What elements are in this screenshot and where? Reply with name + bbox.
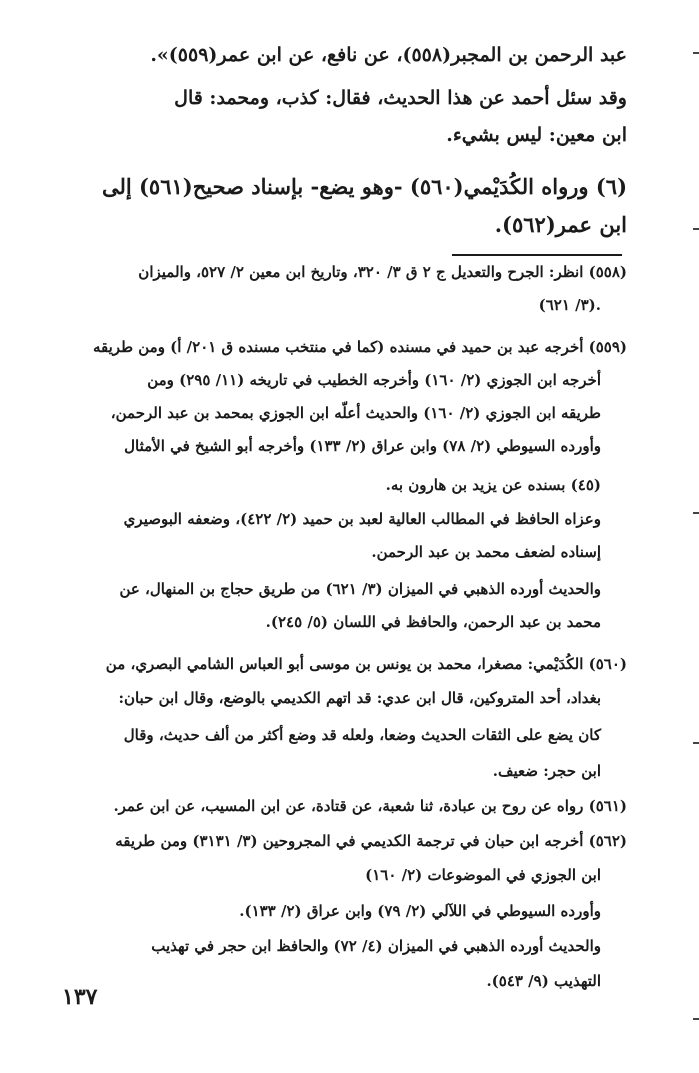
footnote-560-line-2: بغداد، أحد المتروكين، قال ابن عدي: قد اتهم الكديمي بالوضع، وقال ابن حبان: — [118, 689, 601, 707]
footnote-559-line-2: أخرجه ابن الجوزي (٢/ ١٦٠) وأخرجه الخطيب في تاريخه (١١/ ٢٩٥) ومن — [147, 371, 601, 389]
footnote-562-line-2: ابن الجوزي في الموضوعات (٢/ ١٦٠) — [365, 866, 601, 884]
footnote-560-line-4: ابن حجر: ضعيف. — [492, 762, 601, 780]
footnote-559-line-8: والحديث أورده الذهبي في الميزان (٣/ ٦٢١) من طريق حجاج بن المنهال، عن — [119, 580, 601, 598]
footnote-559-line-7: إسناده لضعف محمد بن عبد الرحمن. — [371, 543, 601, 561]
footnote-562-line-5: التهذيب (٩/ ٥٤٣). — [486, 972, 601, 990]
footnote-558-line-2: (٣/ ٦٢١). — [538, 296, 601, 314]
footnote-559-line-9: محمد بن عبد الرحمن، والحافظ في اللسان (٥/ ٢٤٥). — [265, 613, 601, 631]
footnote-560-line-3: كان يضع على الثقات الحديث وضعا، ولعله قد وضع أكثر من ألف حديث، وقال — [123, 726, 601, 744]
footnote-559-line-6: وعزاه الحافظ في المطالب العالية لعبد بن حميد (٢/ ٤٢٢)، وضعفه البوصيري — [123, 510, 601, 528]
footnote-562-line-4: والحديث أورده الذهبي في الميزان (٤/ ٧٢) والحافظ ابن حجر في تهذيب — [151, 937, 601, 955]
page-number: ١٣٧ — [62, 984, 98, 1010]
footnote-separator — [452, 254, 622, 256]
margin-tick — [693, 512, 699, 514]
footnote-559-line-3: طريقه ابن الجوزي (٢/ ١٦٠) والحديث أعلّه ابن الجوزي بمحمد بن عبد الرحمن، — [110, 404, 601, 422]
footnote-558-line-1: (٥٥٨) انظر: الجرح والتعديل ج ٢ ق ٣/ ٣٢٠، وتاريخ ابن معين ٢/ ٥٢٧، والميزان — [138, 263, 627, 281]
footnote-561-line-1: (٥٦١) رواه عن روح بن عبادة، ثنا شعبة، عن قتادة، عن ابن المسيب، عن ابن عمر. — [113, 797, 627, 815]
footnote-559-line-5: (٤٥) بسنده عن يزيد بن هارون به. — [385, 476, 601, 494]
main-text-line-1: عبد الرحمن بن المجبر(٥٥٨)، عن نافع، عن ابن عمر(٥٥٩)». — [150, 44, 627, 66]
margin-tick — [693, 742, 699, 744]
footnote-560-line-1: (٥٦٠) الكُدَيْمي: مصغرا، محمد بن يونس بن موسى أبو العباس الشامي البصري، من — [105, 655, 627, 673]
footnote-562-line-3: وأورده السيوطي في اللآلي (٢/ ٧٩) وابن عراق (٢/ ١٣٣). — [239, 902, 601, 920]
footnote-562-line-1: (٥٦٢) أخرجه ابن حبان في ترجمة الكديمي في المجروحين (٣/ ٣١٣١) ومن طريقه — [115, 832, 627, 850]
margin-tick — [693, 52, 699, 54]
footnote-559-line-4: وأورده السيوطي (٢/ ٧٨) وابن عراق (٢/ ١٣٣) وأخرجه أبو الشيخ في الأمثال — [124, 437, 601, 455]
margin-tick — [693, 228, 699, 230]
main-text-line-2: وقد سئل أحمد عن هذا الحديث، فقال: كذب، ومحمد: قال — [174, 87, 627, 109]
section-6-line-1: (٦) ورواه الكُدَيْمي(٥٦٠) -وهو يضع- بإسناد صحيح(٥٦١) إلى — [101, 174, 627, 199]
main-text-line-3: ابن معين: ليس بشيء. — [446, 124, 627, 146]
margin-tick — [693, 1018, 699, 1020]
footnote-559-line-1: (٥٥٩) أخرجه عبد بن حميد في مسنده (كما في منتخب مسنده ق ٢٠١/ أ) ومن طريقه — [93, 338, 627, 356]
section-6-line-2: ابن عمر(٥٦٢). — [494, 212, 627, 237]
